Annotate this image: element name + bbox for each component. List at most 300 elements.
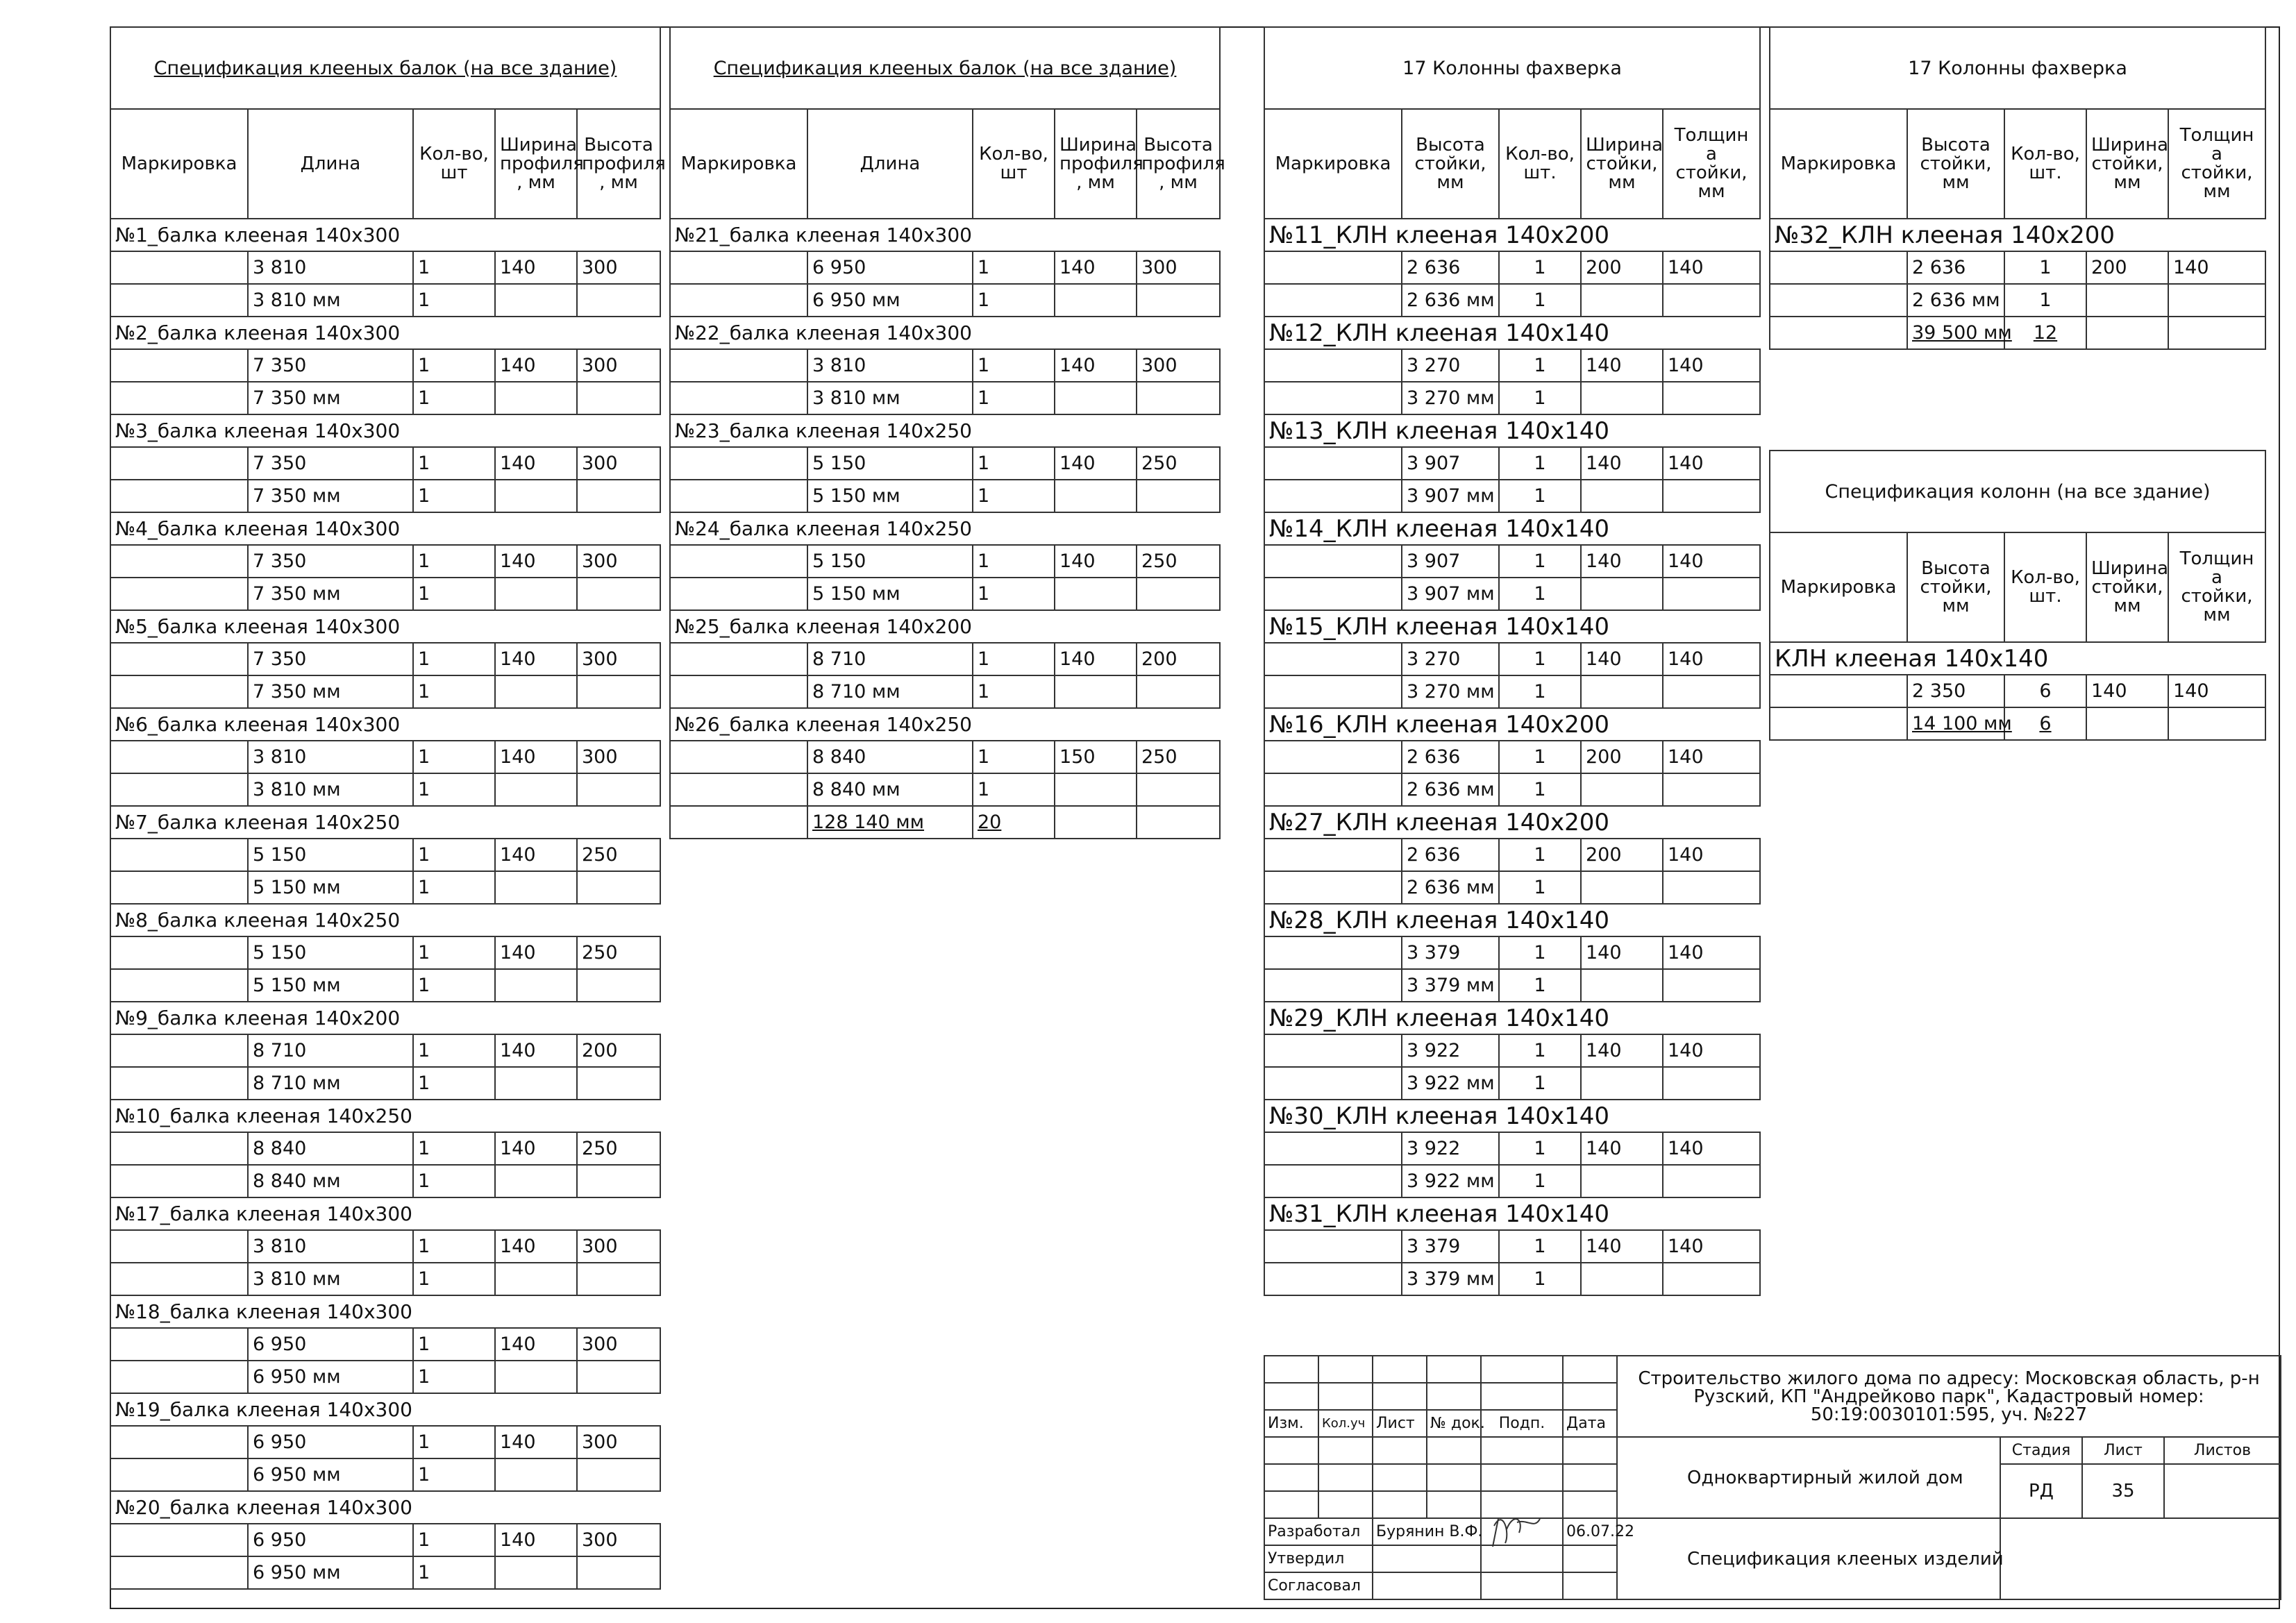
table-cell: 300 xyxy=(577,741,660,773)
column-header: Толщин а стойки, мм xyxy=(2168,532,2265,642)
table-cell: 140 xyxy=(1663,1230,1760,1263)
table-cell: 1 xyxy=(1499,643,1581,675)
table-cell: 2 636 xyxy=(1402,741,1499,773)
table-cell xyxy=(1055,578,1137,610)
table-cell: 2 636 мм xyxy=(1402,773,1499,806)
table-cell: 300 xyxy=(577,251,660,284)
table-cell xyxy=(1055,382,1137,414)
table-cell xyxy=(110,773,248,806)
table-cell: 3 810 мм xyxy=(248,284,413,317)
table-cell: 3 810 xyxy=(248,741,413,773)
column-header: Кол-во, шт. xyxy=(1499,109,1581,219)
table-cell: 1 xyxy=(413,936,495,969)
beams-spec-table-1 xyxy=(110,26,666,1590)
column-header: Маркировка xyxy=(1264,109,1402,219)
table-row xyxy=(670,773,1220,806)
table-cell xyxy=(1137,773,1220,806)
group-heading: №11_КЛН клееная 140х200 xyxy=(1264,219,1760,251)
table-cell: 5 150 xyxy=(807,447,973,480)
table-cell: 140 xyxy=(1663,447,1760,480)
table-cell xyxy=(110,1263,248,1295)
table-cell xyxy=(110,1132,248,1165)
table-row xyxy=(1264,871,1760,904)
column-header: Высота стойки, мм xyxy=(1402,109,1499,219)
group-heading: №21_балка клееная 140х300 xyxy=(670,219,1220,251)
table-cell: 140 xyxy=(1663,1034,1760,1067)
table-row xyxy=(670,447,1220,480)
table-row xyxy=(1770,675,2265,707)
table-cell xyxy=(577,969,660,1002)
stamp-col-izm: Изм. xyxy=(1264,1410,1318,1437)
table-cell xyxy=(110,643,248,675)
total-cell xyxy=(670,806,807,839)
table-cell xyxy=(1581,382,1663,414)
table-cell: 300 xyxy=(577,349,660,382)
table-cell: 1 xyxy=(413,1556,495,1589)
table-cell: 1 xyxy=(1499,480,1581,512)
table-cell: 2 636 xyxy=(1402,251,1499,284)
table-cell: 7 350 xyxy=(248,643,413,675)
table-cell xyxy=(577,773,660,806)
stamp-col-kol: Кол.уч xyxy=(1318,1410,1373,1437)
group-heading: №5_балка клееная 140х300 xyxy=(110,610,660,643)
table-title: Спецификация колонн (на все здание) xyxy=(1770,451,2265,532)
column-header: Высота профиля , мм xyxy=(1137,109,1220,219)
table-cell: 3 907 xyxy=(1402,545,1499,578)
table-cell: 8 710 xyxy=(807,643,973,675)
column-header: Ширина стойки, мм xyxy=(1581,109,1663,219)
table-cell xyxy=(1264,1263,1402,1295)
table-cell xyxy=(1581,480,1663,512)
total-cell: 14 100 мм xyxy=(1907,707,2004,740)
table-cell xyxy=(577,1165,660,1197)
developer-name: Бурянин В.Ф. xyxy=(1373,1518,1481,1545)
stamp-col-date: Дата xyxy=(1563,1410,1617,1437)
total-row xyxy=(670,806,1220,839)
table-cell: 6 950 xyxy=(248,1328,413,1361)
table-cell xyxy=(110,675,248,708)
table-row xyxy=(110,936,660,969)
table-row xyxy=(110,251,660,284)
table-row xyxy=(1264,349,1760,382)
column-header: Маркировка xyxy=(1770,109,1907,219)
total-row xyxy=(1770,707,2265,740)
column-header: Маркировка xyxy=(670,109,807,219)
table-cell: 300 xyxy=(577,447,660,480)
table-cell xyxy=(1264,969,1402,1002)
table-cell: 2 636 xyxy=(1907,251,2004,284)
table-row xyxy=(110,1361,660,1393)
table-cell xyxy=(577,1263,660,1295)
table-cell: 1 xyxy=(1499,578,1581,610)
table-cell xyxy=(1264,675,1402,708)
table-cell: 6 950 xyxy=(807,251,973,284)
table-cell xyxy=(1581,773,1663,806)
total-cell: 128 140 мм xyxy=(807,806,973,839)
table-cell: 3 270 мм xyxy=(1402,382,1499,414)
table-cell xyxy=(495,578,577,610)
group-heading: №25_балка клееная 140х200 xyxy=(670,610,1220,643)
table-cell: 7 350 мм xyxy=(248,382,413,414)
group-heading: №13_КЛН клееная 140х140 xyxy=(1264,414,1760,447)
group-heading: №24_балка клееная 140х250 xyxy=(670,512,1220,545)
table-cell: 250 xyxy=(577,936,660,969)
table-cell: 1 xyxy=(413,1328,495,1361)
table-row xyxy=(1264,284,1760,317)
building-name: Одноквартирный жилой дом xyxy=(1617,1437,2000,1518)
table-cell xyxy=(670,643,807,675)
table-row xyxy=(1264,936,1760,969)
table-cell: 300 xyxy=(577,1230,660,1263)
sheet-label: Лист xyxy=(2082,1437,2164,1464)
table-cell: 1 xyxy=(1499,284,1581,317)
table-cell: 7 350 xyxy=(248,545,413,578)
table-cell: 1 xyxy=(1499,969,1581,1002)
table-row xyxy=(1264,1263,1760,1295)
table-cell xyxy=(1770,675,1907,707)
total-cell xyxy=(1137,806,1220,839)
project-description: Строительство жилого дома по адресу: Московская область, р-н Рузский, КП "Андрейково парк", Кадастровый номер: 50:19:0030101:595, уч. №227 xyxy=(1617,1356,2281,1437)
table-cell: 140 xyxy=(2086,675,2168,707)
group-heading: №14_КЛН клееная 140х140 xyxy=(1264,512,1760,545)
table-row xyxy=(1264,1067,1760,1100)
table-cell: 5 150 xyxy=(248,936,413,969)
table-cell: 3 270 мм xyxy=(1402,675,1499,708)
table-cell xyxy=(1663,1165,1760,1197)
group-heading: КЛН клееная 140х140 xyxy=(1770,642,2265,675)
table-cell xyxy=(495,1556,577,1589)
group-heading: №15_КЛН клееная 140х140 xyxy=(1264,610,1760,643)
table-cell: 6 950 мм xyxy=(248,1458,413,1491)
table-title: Спецификация клееных балок (на все здание) xyxy=(670,27,1220,109)
table-cell xyxy=(110,936,248,969)
table-cell: 5 150 мм xyxy=(807,480,973,512)
table-row xyxy=(110,284,660,317)
table-cell xyxy=(110,578,248,610)
stage-label: Стадия xyxy=(2000,1437,2082,1464)
table-cell: 1 xyxy=(413,447,495,480)
table-row xyxy=(110,1524,660,1556)
stamp-col-sign: Подп. xyxy=(1481,1410,1563,1437)
table-row xyxy=(110,741,660,773)
table-cell: 1 xyxy=(413,382,495,414)
total-cell: 39 500 мм xyxy=(1907,317,2004,349)
table-cell: 140 xyxy=(495,1524,577,1556)
table-row xyxy=(110,969,660,1002)
table-cell xyxy=(495,1361,577,1393)
table-cell: 3 270 xyxy=(1402,349,1499,382)
table-cell xyxy=(495,1165,577,1197)
table-cell: 3 907 мм xyxy=(1402,578,1499,610)
table-row xyxy=(110,1458,660,1491)
table-cell xyxy=(1264,578,1402,610)
table-cell: 1 xyxy=(1499,447,1581,480)
group-heading: №29_КЛН клееная 140х140 xyxy=(1264,1002,1760,1034)
table-cell: 1 xyxy=(1499,773,1581,806)
table-row xyxy=(110,1067,660,1100)
table-cell: 140 xyxy=(1581,447,1663,480)
table-cell: 6 950 мм xyxy=(248,1556,413,1589)
total-cell xyxy=(2168,317,2265,349)
table-cell xyxy=(110,1034,248,1067)
table-cell xyxy=(577,871,660,904)
table-row xyxy=(1264,643,1760,675)
total-cell: 12 xyxy=(2004,317,2086,349)
table-cell: 300 xyxy=(577,1426,660,1458)
table-cell: 140 xyxy=(1581,1132,1663,1165)
table-cell: 140 xyxy=(1663,1132,1760,1165)
table-cell xyxy=(1581,1067,1663,1100)
table-row xyxy=(1264,969,1760,1002)
sheets-count xyxy=(2164,1464,2281,1518)
table-cell xyxy=(577,480,660,512)
table-cell: 1 xyxy=(413,545,495,578)
table-cell: 1 xyxy=(413,675,495,708)
table-row xyxy=(110,871,660,904)
table-cell xyxy=(1264,447,1402,480)
table-row xyxy=(1264,578,1760,610)
table-cell xyxy=(1264,284,1402,317)
table-row xyxy=(110,1426,660,1458)
table-cell: 1 xyxy=(413,1165,495,1197)
table-row xyxy=(1264,1132,1760,1165)
table-cell: 1 xyxy=(413,1524,495,1556)
total-cell xyxy=(1770,317,1907,349)
table-row xyxy=(670,578,1220,610)
table-cell: 1 xyxy=(413,349,495,382)
table-cell: 1 xyxy=(413,839,495,871)
table-cell xyxy=(110,741,248,773)
table-cell xyxy=(670,447,807,480)
table-cell: 140 xyxy=(1581,545,1663,578)
table-cell: 3 379 мм xyxy=(1402,1263,1499,1295)
table-row xyxy=(110,643,660,675)
column-header: Ширина профиля , мм xyxy=(1055,109,1137,219)
table-cell: 140 xyxy=(495,447,577,480)
table-row xyxy=(110,349,660,382)
table-cell xyxy=(1137,382,1220,414)
table-cell: 1 xyxy=(1499,936,1581,969)
table-cell: 5 150 мм xyxy=(248,871,413,904)
table-cell: 8 840 xyxy=(248,1132,413,1165)
table-cell: 200 xyxy=(2086,251,2168,284)
table-cell: 1 xyxy=(1499,545,1581,578)
column-header: Кол-во, шт. xyxy=(2004,532,2086,642)
table-row xyxy=(1264,839,1760,871)
role-developer: Разработал xyxy=(1264,1518,1373,1545)
table-cell: 7 350 xyxy=(248,447,413,480)
table-cell xyxy=(1663,382,1760,414)
table-cell xyxy=(1663,969,1760,1002)
table-cell: 3 810 xyxy=(248,251,413,284)
table-cell: 1 xyxy=(1499,1034,1581,1067)
table-row xyxy=(1264,382,1760,414)
table-cell: 140 xyxy=(1663,839,1760,871)
table-cell: 140 xyxy=(1663,251,1760,284)
column-header: Кол-во, шт xyxy=(973,109,1055,219)
group-heading: №17_балка клееная 140х300 xyxy=(110,1197,660,1230)
group-heading: №2_балка клееная 140х300 xyxy=(110,317,660,349)
table-cell: 3 922 xyxy=(1402,1132,1499,1165)
table-cell xyxy=(670,675,807,708)
table-row xyxy=(110,675,660,708)
table-cell: 140 xyxy=(495,839,577,871)
table-cell: 140 xyxy=(495,1328,577,1361)
table-cell xyxy=(1264,349,1402,382)
table-cell xyxy=(1264,741,1402,773)
table-cell xyxy=(495,675,577,708)
column-header: Высота стойки, мм xyxy=(1907,109,2004,219)
table-cell xyxy=(1663,871,1760,904)
table-row xyxy=(670,251,1220,284)
table-cell xyxy=(495,1458,577,1491)
table-cell xyxy=(110,1165,248,1197)
title-block xyxy=(1264,1355,2281,1600)
table-title: Спецификация клееных балок (на все здание) xyxy=(110,27,660,109)
table-cell: 1 xyxy=(973,675,1055,708)
table-cell: 140 xyxy=(1581,1230,1663,1263)
column-header: Кол-во, шт xyxy=(413,109,495,219)
table-cell: 1 xyxy=(1499,382,1581,414)
table-cell: 7 350 мм xyxy=(248,675,413,708)
table-cell: 140 xyxy=(1055,349,1137,382)
group-heading: №16_КЛН клееная 140х200 xyxy=(1264,708,1760,741)
table-cell: 3 907 мм xyxy=(1402,480,1499,512)
table-cell: 300 xyxy=(1137,251,1220,284)
column-header: Маркировка xyxy=(1770,532,1907,642)
table-row xyxy=(1264,251,1760,284)
table-cell: 3 810 мм xyxy=(248,773,413,806)
table-row xyxy=(110,773,660,806)
table-cell: 2 636 мм xyxy=(1402,871,1499,904)
table-cell xyxy=(1264,1132,1402,1165)
table-cell: 140 xyxy=(1055,447,1137,480)
table-cell: 140 xyxy=(495,545,577,578)
group-heading: №4_балка клееная 140х300 xyxy=(110,512,660,545)
table-cell xyxy=(670,284,807,317)
table-cell xyxy=(1264,251,1402,284)
table-cell: 2 636 мм xyxy=(1402,284,1499,317)
table-cell xyxy=(577,284,660,317)
table-row xyxy=(1770,251,2265,284)
column-header: Ширина профиля , мм xyxy=(495,109,577,219)
group-heading: №20_балка клееная 140х300 xyxy=(110,1491,660,1524)
table-cell xyxy=(1137,480,1220,512)
group-heading: №12_КЛН клееная 140х140 xyxy=(1264,317,1760,349)
group-heading: №3_балка клееная 140х300 xyxy=(110,414,660,447)
table-cell: 140 xyxy=(1055,251,1137,284)
table-cell xyxy=(1264,936,1402,969)
total-cell: 20 xyxy=(973,806,1055,839)
table-cell: 8 840 мм xyxy=(807,773,973,806)
table-cell: 1 xyxy=(413,480,495,512)
table-cell xyxy=(495,480,577,512)
table-cell xyxy=(110,349,248,382)
developer-date: 06.07.22 xyxy=(1563,1518,1617,1545)
table-cell xyxy=(110,382,248,414)
table-cell: 6 950 xyxy=(248,1426,413,1458)
table-row xyxy=(110,1328,660,1361)
table-row xyxy=(1264,1034,1760,1067)
group-heading: №28_КЛН клееная 140х140 xyxy=(1264,904,1760,936)
table-cell xyxy=(495,773,577,806)
table-cell xyxy=(1663,773,1760,806)
beams-spec-table-2 xyxy=(669,26,1225,839)
group-heading: №18_балка клееная 140х300 xyxy=(110,1295,660,1328)
table-cell: 200 xyxy=(1581,251,1663,284)
table-row xyxy=(670,284,1220,317)
group-heading: №30_КЛН клееная 140х140 xyxy=(1264,1100,1760,1132)
table-cell xyxy=(577,1361,660,1393)
table-cell: 1 xyxy=(413,251,495,284)
table-title: 17 Колонны фахверка xyxy=(1770,27,2265,109)
table-cell xyxy=(110,545,248,578)
table-cell xyxy=(1663,1067,1760,1100)
table-cell: 200 xyxy=(1581,839,1663,871)
table-row xyxy=(1264,447,1760,480)
table-cell: 140 xyxy=(1581,349,1663,382)
table-cell: 300 xyxy=(577,1328,660,1361)
table-cell xyxy=(577,1458,660,1491)
table-cell: 300 xyxy=(577,643,660,675)
columns-total-spec-table xyxy=(1769,450,2266,741)
table-cell: 8 840 мм xyxy=(248,1165,413,1197)
table-cell: 1 xyxy=(1499,1263,1581,1295)
table-cell: 2 636 мм xyxy=(1907,284,2004,317)
stamp-col-doc: № док. xyxy=(1427,1410,1481,1437)
table-cell: 140 xyxy=(1581,1034,1663,1067)
table-cell: 200 xyxy=(577,1034,660,1067)
table-cell: 140 xyxy=(1663,545,1760,578)
table-row xyxy=(670,675,1220,708)
column-header: Длина xyxy=(807,109,973,219)
table-cell xyxy=(1264,1230,1402,1263)
table-row xyxy=(110,1034,660,1067)
table-row xyxy=(1264,741,1760,773)
table-cell: 200 xyxy=(1137,643,1220,675)
table-cell: 3 922 мм xyxy=(1402,1165,1499,1197)
table-cell: 1 xyxy=(973,773,1055,806)
table-cell: 8 710 мм xyxy=(807,675,973,708)
table-cell: 140 xyxy=(495,1426,577,1458)
table-row xyxy=(1264,675,1760,708)
group-heading: №7_балка клееная 140х250 xyxy=(110,806,660,839)
group-heading: №1_балка клееная 140х300 xyxy=(110,219,660,251)
table-row xyxy=(670,643,1220,675)
table-cell: 1 xyxy=(413,1426,495,1458)
group-heading: №23_балка клееная 140х250 xyxy=(670,414,1220,447)
table-cell xyxy=(1264,1067,1402,1100)
column-header: Высота стойки, мм xyxy=(1907,532,2004,642)
table-cell: 140 xyxy=(495,251,577,284)
table-cell: 3 270 xyxy=(1402,643,1499,675)
signature-icon xyxy=(1486,1505,1548,1554)
table-row xyxy=(110,1263,660,1295)
table-cell: 1 xyxy=(1499,839,1581,871)
table-title: 17 Колонны фахверка xyxy=(1264,27,1760,109)
table-cell xyxy=(1581,1263,1663,1295)
group-heading: №31_КЛН клееная 140х140 xyxy=(1264,1197,1760,1230)
table-cell: 7 350 xyxy=(248,349,413,382)
table-cell xyxy=(670,480,807,512)
table-cell: 300 xyxy=(577,1524,660,1556)
table-cell xyxy=(670,349,807,382)
table-cell: 140 xyxy=(1581,936,1663,969)
table-cell: 1 xyxy=(1499,1230,1581,1263)
table-cell: 1 xyxy=(973,480,1055,512)
table-cell: 1 xyxy=(413,1458,495,1491)
table-cell xyxy=(577,1067,660,1100)
